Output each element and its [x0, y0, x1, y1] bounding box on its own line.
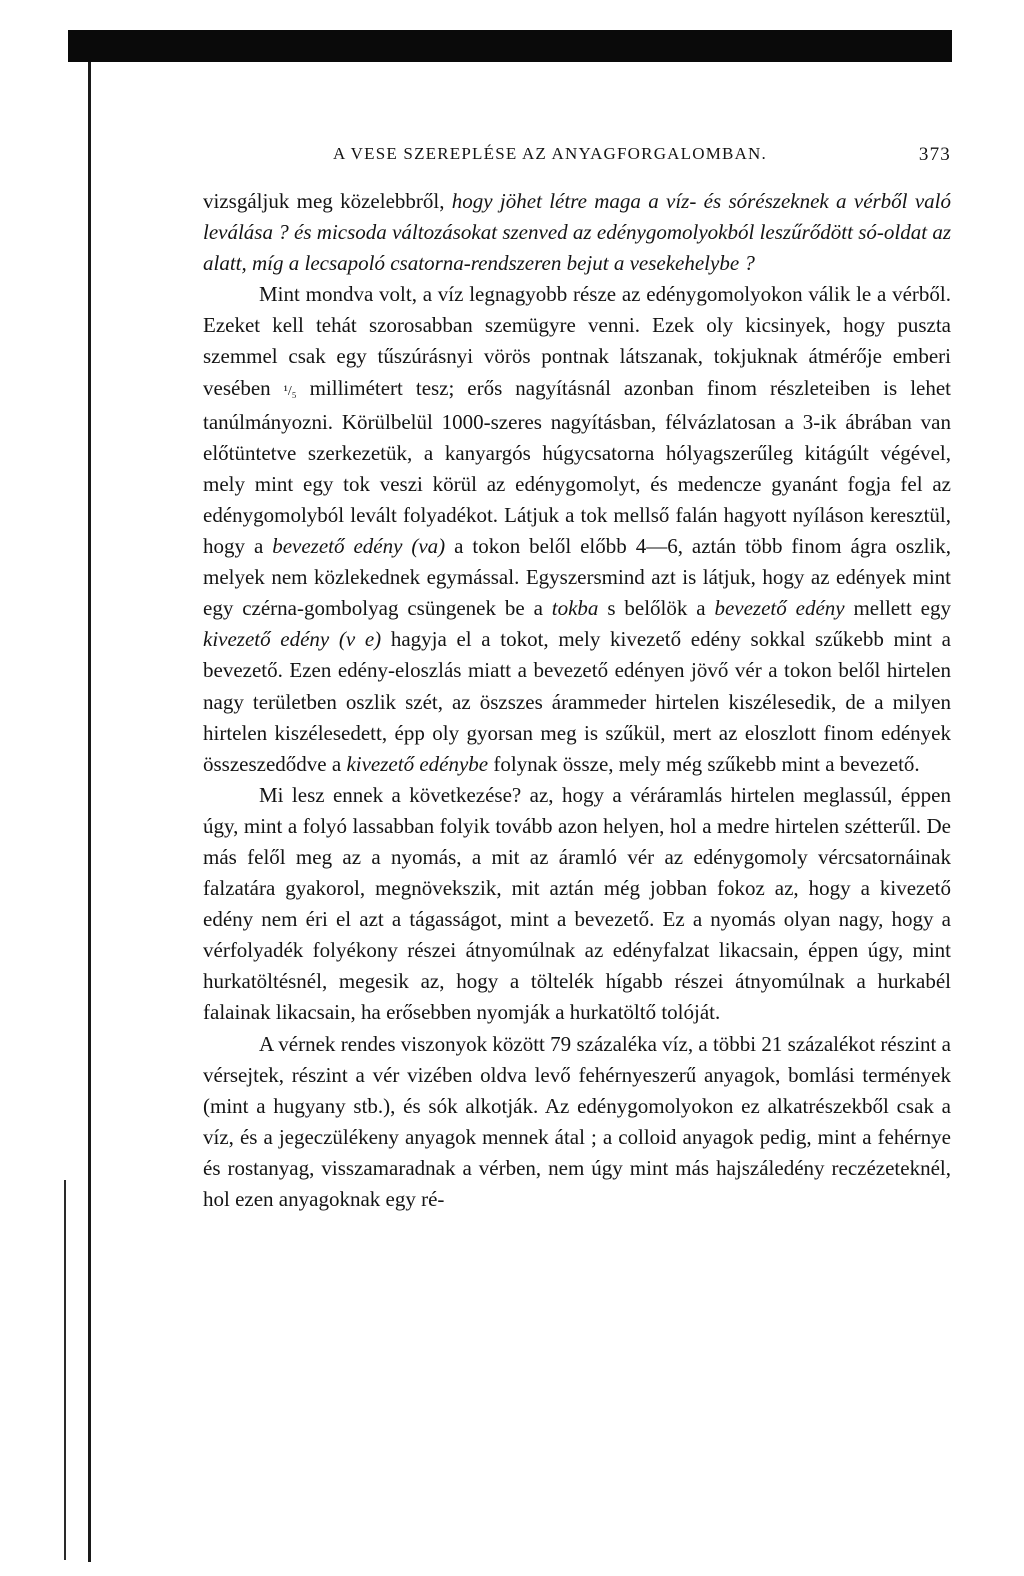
italic-text: kivezető edénybe [346, 751, 489, 776]
text-segment: millimétert tesz; erős nagyításnál azonban finom részleteiben is lehet tanúlmányozni. Körülbelül 1000-szeres nagyításban, félvázlatosan a 3-ik ábrában van előtüntetve szerkezetük, a kanyargós húgycsatorna hólyagszerűleg kitágúlt végével, mely mint egy tok veszi körül az edénygomolyt, és medencze gyanánt fogja fel az edénygomolyból levált folyadékot. Látjuk a tok mellső falán hagyott nyíláson keresztül, hogy a [203, 375, 952, 559]
text-segment: Mint mondva volt, a víz legnagyobb része az edénygomolyokon válik le a vérből. Ezeket kell tehát szorosabban szemügyre venni. Ezek oly kicsinyek, hogy puszta szemmel csak egy tűszúrásnyi vörös pontnak látszanak, tokjuknak átmérője emberi vesében [203, 282, 951, 400]
book-page [203, 140, 951, 1215]
text-segment: folynak össze, mely még szűkebb mint a bevezető. [488, 751, 920, 776]
fraction: ¹/₅ [283, 383, 297, 399]
italic-text: hogy jöhet létre maga a víz- és sórészeknek a vérből való leválása ? és micsoda változásokat szenved az edénygomolyokból leszűrődött só-oldat az alatt, míg a lecsapoló csatorna-rendszeren bejut a vesekehelybe ? [203, 189, 951, 276]
scan-top-border [68, 30, 952, 62]
text-segment: mellett egy [844, 596, 951, 621]
text-segment: a tokon belől előbb 4—6, aztán több finom ágra oszlik, melyek nem közlekednek egymással. Egyszersmind azt is látjuk, hogy az edények mint egy czérna-gombolyag csüngenek be a [203, 534, 952, 621]
italic-text: tokba [551, 596, 599, 621]
scan-gutter-edge [88, 62, 91, 1562]
paragraph [203, 1029, 951, 1216]
running-title: A VESE SZEREPLÉSE AZ ANYAGFORGALOMBAN. [333, 144, 767, 163]
page-header [203, 140, 951, 176]
italic-text: bevezető edény (va) [272, 534, 446, 559]
text-segment: vizsgáljuk meg közelebbről, [203, 189, 452, 213]
italic-text: bevezető edény [714, 596, 845, 621]
text-segment: s belőlök a [598, 596, 715, 621]
body-text [203, 186, 951, 1215]
text-segment: Mi lesz ennek a következése? az, hogy a véráramlás hirtelen meglassúl, éppen úgy, mint a folyó lassabban folyik tovább azon helyen, hol a medre hirtelen szétterűl. De más felől meg az a nyomás, a mit az áramló vér az edénygomoly vércsatornáinak falzatára gyakorol, megnövekszik, mit aztán még jobban fokoz az, hogy a kivezető edény nem éri el azt a tágasságot, mint a bevezető. Ez a nyomás olyan nagy, hogy a vérfolyadék folyékony részei átnyomúlnak az edényfalzat likacsain, éppen úgy, mint hurkatöltésnél, megesik az, hogy a töltelék hígabb részei átnyomúlnak a hurkabél falainak likacsain, ha erősebben nyomják a hurkatöltő tolóját. [203, 782, 951, 1025]
paragraph [203, 186, 951, 279]
page-number: 373 [918, 144, 951, 165]
text-segment: A vérnek rendes viszonyok között 79 százaléka víz, a többi 21 százalékot részint a vérsejtek, részint a vér vizében oldva levő fehérnyeszerű anyagok, bomlási termények (mint a hugyany stb.), és sók alkotják. Az edénygomolyokon ez alkatrészekből csak a víz, és a jegeczülékeny anyagok mennek átal ; a colloid anyagok pedig, mint a fehérnye és rostanyag, visszamaradnak a vérben, nem úgy mint más hajszáledény reczézeteknél, hol ezen anyagoknak egy ré- [203, 1031, 951, 1211]
italic-text: kivezető edény (v e) [203, 627, 382, 652]
paragraph [203, 279, 951, 780]
scan-gutter-edge-lower [64, 1180, 66, 1560]
text-segment: hagyja el a tokot, mely kivezető edény sokkal szűkebb mint a bevezető. Ezen edény-eloszlás miatt a bevezető edényen jövő vér a tokon belől hirtelen nagy területben oszlik szét, az öszszes árammeder hirtelen kiszélesedik, de a milyen hirtelen kiszélesedett, épp oly gyorsan meg is szűkül, mert az eloszlott finom edények összeszedődve a [203, 627, 951, 776]
paragraph [203, 780, 951, 1029]
